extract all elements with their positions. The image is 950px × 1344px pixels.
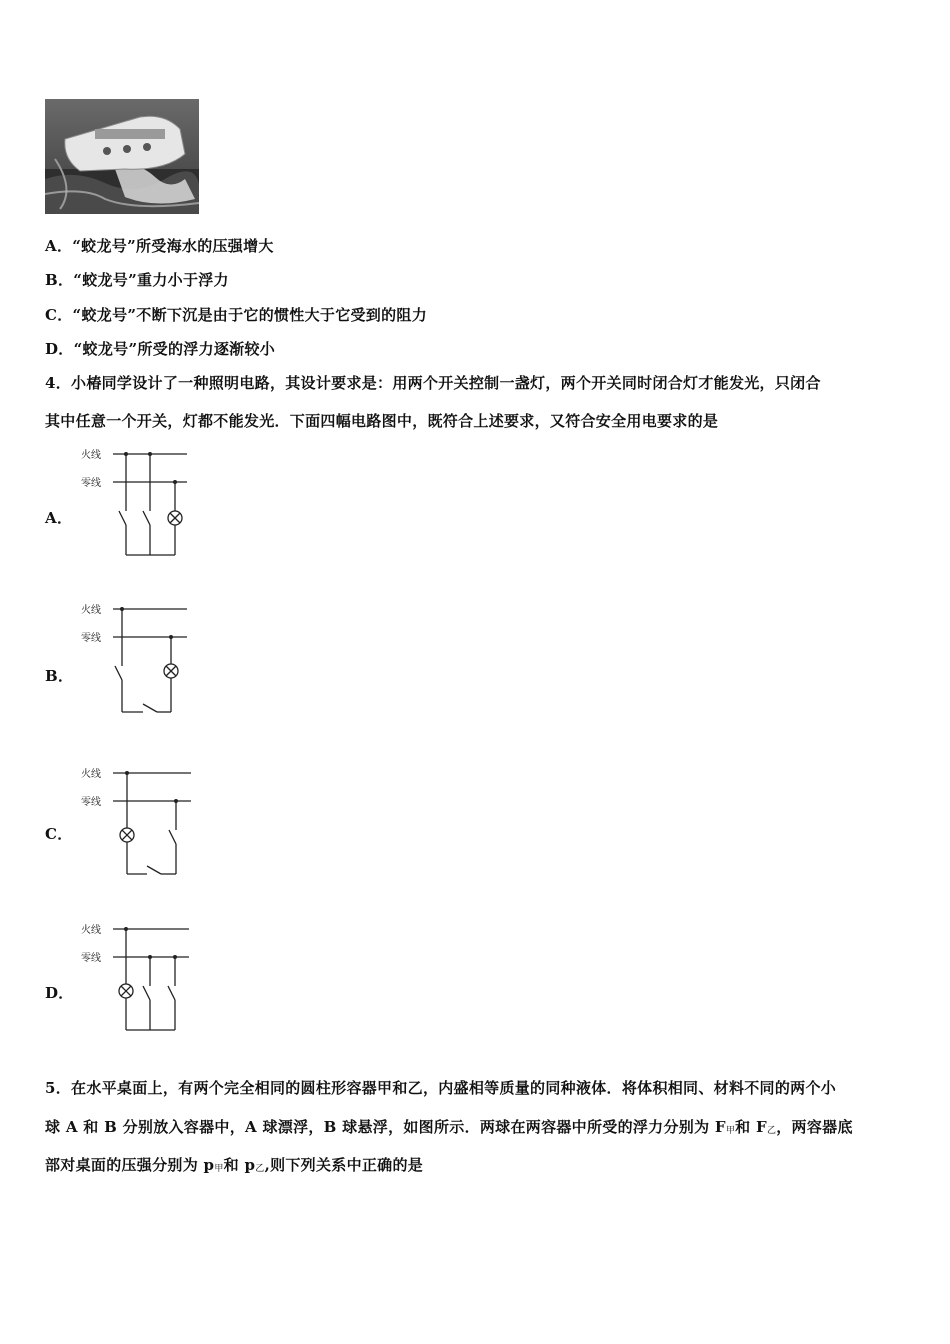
q3-option-c: C．“蛟龙号”不断下沉是由于它的惯性大于它受到的阻力: [45, 306, 428, 324]
circuit-c: [75, 764, 197, 879]
submersible-photo: [45, 99, 199, 214]
q5-stem-line2: 球 A 和 B 分别放入容器中，A 球漂浮，B 球悬浮，如图所示．两球在两容器中所受的浮力分别为 F甲和 F乙，两容器底: [45, 1118, 853, 1136]
fire-wire-label: 火线: [81, 450, 101, 461]
circuit-d: [75, 920, 195, 1035]
q5-stem-line1: 5．在水平桌面上，有两个完全相同的圆柱形容器甲和乙，内盛相等质量的同种液体．将体积相同、材料不同的两个小: [45, 1079, 837, 1097]
q5-stem-line3: 部对桌面的压强分别为 p甲和 p乙,则下列关系中正确的是: [45, 1156, 424, 1174]
circuit-a: [75, 445, 195, 560]
switch-icon: [147, 866, 161, 874]
switch-icon: [143, 704, 157, 712]
switch-icon: [119, 511, 126, 525]
q4-option-c-label: C．: [45, 825, 73, 843]
switch-icon: [168, 986, 175, 1000]
zero-wire-label: 零线: [81, 953, 101, 964]
switch-icon: [143, 511, 150, 525]
switch-icon: [169, 830, 176, 844]
fire-wire-label: 火线: [81, 769, 101, 780]
switch-icon: [143, 986, 150, 1000]
zero-wire-label: 零线: [81, 478, 101, 489]
q3-option-a: A．“蛟龙号”所受海水的压强增大: [45, 237, 274, 255]
q4-option-a-label: A．: [45, 509, 73, 527]
q3-option-b: B．“蛟龙号”重力小于浮力: [45, 271, 229, 289]
lamp-icon: [164, 664, 178, 678]
zero-wire-label: 零线: [81, 633, 101, 644]
fire-wire-label: 火线: [81, 925, 101, 936]
switch-icon: [115, 666, 122, 680]
lamp-icon: [119, 984, 133, 998]
q4-stem-line1: 4．小椿同学设计了一种照明电路，其设计要求是：用两个开关控制一盏灯，两个开关同时闭合灯才能发光，只闭合: [45, 374, 821, 392]
circuit-b: [75, 600, 195, 718]
fire-wire-label: 火线: [81, 605, 101, 616]
q4-option-b-label: B．: [45, 667, 74, 685]
q4-stem-line2: 其中任意一个开关，灯都不能发光．下面四幅电路图中，既符合上述要求，又符合安全用电要求的是: [45, 412, 719, 430]
q4-option-d-label: D．: [45, 984, 74, 1002]
lamp-icon: [120, 828, 134, 842]
zero-wire-label: 零线: [81, 797, 101, 808]
lamp-icon: [168, 511, 182, 525]
q3-option-d: D．“蛟龙号”所受的浮力逐渐较小: [45, 340, 276, 358]
